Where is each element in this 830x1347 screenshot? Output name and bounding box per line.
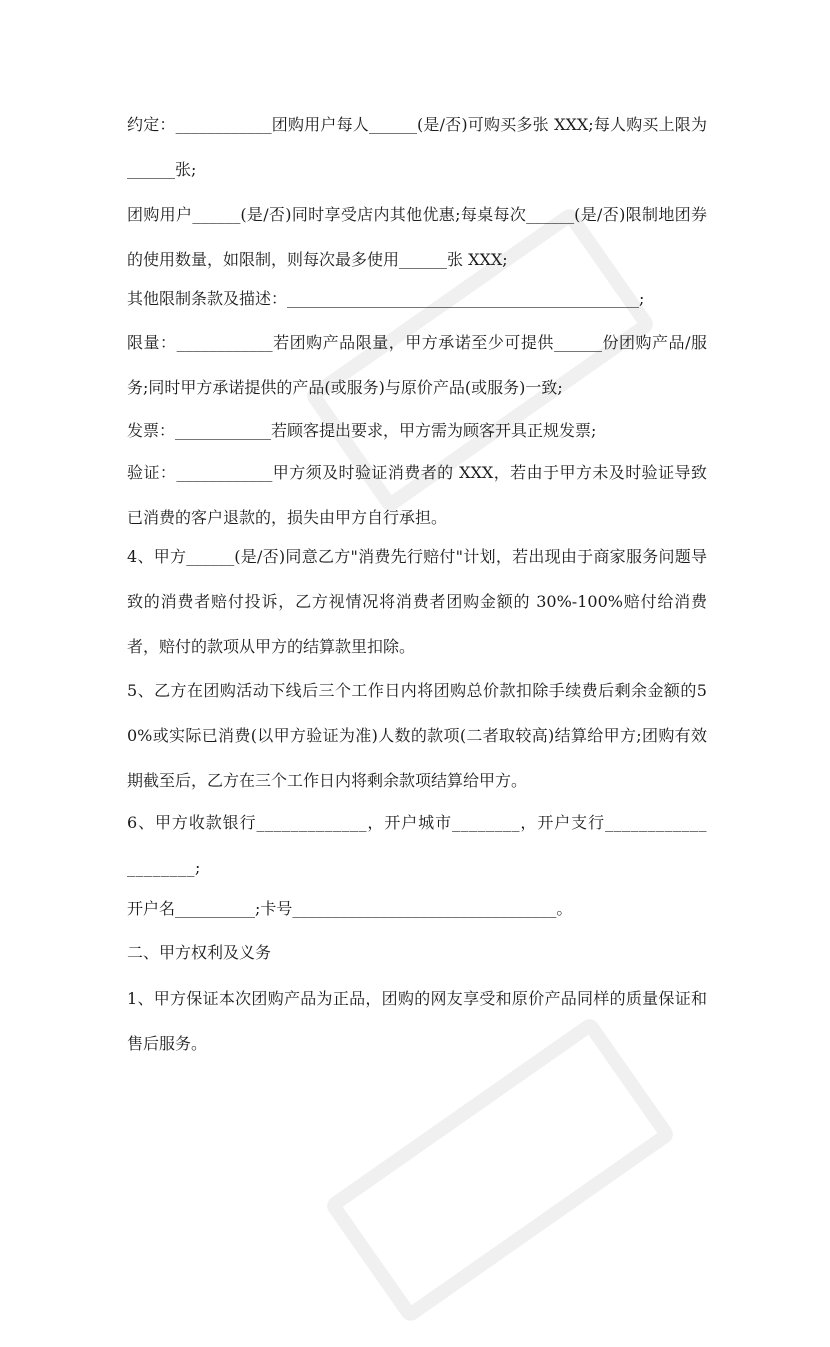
paragraph-quantity-limit: 限量：____________若团购产品限量，甲方承诺至少可提供______份团购产品/服务;同时甲方承诺提供的产品(或服务)与原价产品(或服务)一致;: [127, 333, 707, 397]
section-heading-party-a-rights: 二、甲方权利及义务: [127, 943, 272, 962]
paragraph-agreement: 约定：____________团购用户每人______(是/否)可购买多张 XXX;每人购买上限为______张;: [127, 115, 707, 179]
paragraph-item-4: 4、甲方______(是/否)同意乙方"消费先行赔付"计划，若出现由于商家服务问题导致的消费者赔付投诉，乙方视情况将消费者团购金额的 30%-100%赔付给消费者，赔付的款项从甲方的结算款里扣除。: [127, 547, 707, 656]
paragraph-other-limits: 其他限制条款及描述：____________________________________________;: [127, 289, 645, 308]
paragraph-rights-item-1: 1、甲方保证本次团购产品为正品，团购的网友享受和原价产品同样的质量保证和售后服务。: [127, 989, 707, 1053]
paragraph-group-user: 团购用户______(是/否)同时享受店内其他优惠;每桌每次______(是/否)限制地团券的使用数量，如限制，则每次最多使用______张 XXX;: [127, 205, 707, 269]
paragraph-invoice: 发票：____________若顾客提出要求，甲方需为顾客开具正规发票;: [127, 421, 597, 440]
paragraph-item-6-bank: 6、甲方收款银行_____________，开户城市________，开户支行____________________;: [127, 813, 707, 877]
paragraph-account-name: 开户名__________;卡号_________________________________。: [127, 899, 573, 918]
paragraph-verification: 验证：____________甲方须及时验证消费者的 XXX，若由于甲方未及时验证导致已消费的客户退款的，损失由甲方自行承担。: [127, 463, 707, 527]
paragraph-item-5: 5、乙方在团购活动下线后三个工作日内将团购总价款扣除手续费后剩余金额的50%或实际已消费(以甲方验证为准)人数的款项(二者取较高)结算给甲方;团购有效期截至后，乙方在三个工作日内将剩余款项结算给甲方。: [127, 681, 707, 790]
